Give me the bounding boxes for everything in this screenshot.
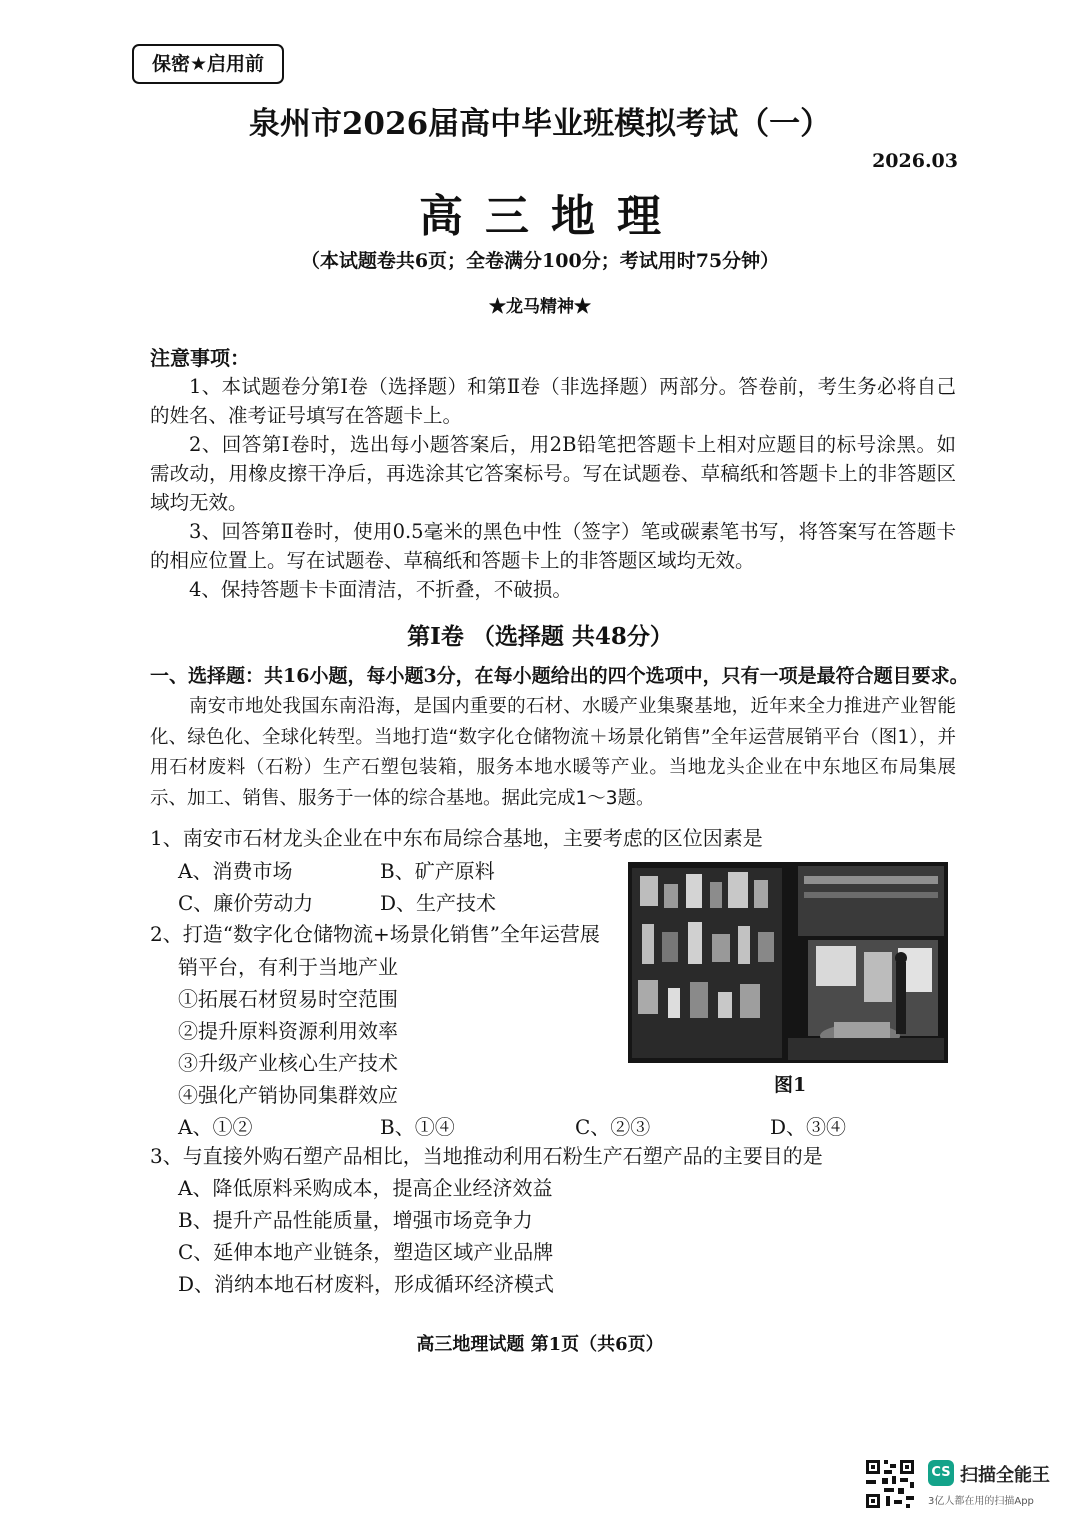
scanner-logo-icon: CS [928, 1460, 954, 1486]
question-2-stem-cont: 销平台，有利于当地产业 [178, 955, 398, 979]
instruction-text: 一、选择题：共16小题，每小题3分，在每小题给出的四个选项中，只有一项是最符合题目要求。 [150, 665, 969, 687]
question-3-stem: 3、与直接外购石塑产品相比，当地推动利用石粉生产石塑产品的主要目的是 [150, 1144, 823, 1168]
figure-1-photo [628, 862, 948, 1063]
section-instruction [150, 662, 969, 691]
scanner-tagline: 3亿人都在用的扫描App [928, 1496, 1034, 1507]
q1-option-c: C、廉价劳动力 [178, 891, 314, 915]
q1-option-a: A、消费市场 [178, 859, 293, 883]
note-item: 2、回答第Ⅰ卷时，选出每小题答案后，用2B铅笔把答题卡上相对应题目的标号涂黑。如需改动，用橡皮擦干净后，再选涂其它答案标号。写在试题卷、草稿纸和答题卡上的非答题区域均无效。 [150, 433, 956, 514]
qr-code-icon [864, 1458, 916, 1510]
q2-option-b: B、①④ [380, 1115, 455, 1139]
page-footer: 高三地理试题 第1页（共6页） [416, 1334, 664, 1355]
q2-statement: ①拓展石材贸易时空范围 [178, 987, 398, 1011]
notes-heading: 注意事项： [150, 346, 250, 370]
q2-option-d: D、③④ [770, 1115, 847, 1139]
figure-1-caption: 图1 [774, 1074, 807, 1096]
exam-info: （本试题卷共6页；全卷满分100分；考试用时75分钟） [300, 250, 780, 272]
q1-option-d: D、生产技术 [380, 891, 497, 915]
exam-date: 2026.03 [872, 150, 958, 172]
q2-statement: ②提升原料资源利用效率 [178, 1019, 398, 1043]
question-1-stem: 1、南安市石材龙头企业在中东布局综合基地，主要考虑的区位因素是 [150, 826, 763, 850]
confidential-stamp: 保密★启用前 [132, 44, 284, 84]
notes-list [150, 372, 956, 604]
section-title: 第Ⅰ卷 （选择题 共48分） [407, 623, 673, 650]
note-item: 1、本试题卷分第Ⅰ卷（选择题）和第Ⅱ卷（非选择题）两部分。答卷前，考生务必将自己的姓名、准考证号填写在答题卡上。 [150, 375, 956, 427]
q2-option-a: A、①② [178, 1115, 253, 1139]
q3-option-d: D、消纳本地石材废料，形成循环经济模式 [178, 1272, 555, 1296]
q3-option-a: A、降低原料采购成本，提高企业经济效益 [178, 1176, 553, 1200]
q3-option-c: C、延伸本地产业链条，塑造区域产业品牌 [178, 1240, 554, 1264]
subject-title: 高三地理 [419, 191, 683, 242]
q2-statement: ④强化产销协同集群效应 [178, 1083, 398, 1107]
note-item: 4、保持答题卡卡面清洁，不折叠，不破损。 [189, 578, 572, 601]
motto: ★龙马精神★ [489, 297, 591, 317]
q2-option-c: C、②③ [575, 1115, 651, 1139]
scanner-app-name: 扫描全能王 [960, 1465, 1050, 1486]
reading-passage [150, 692, 956, 814]
q3-option-b: B、提升产品性能质量，增强市场竞争力 [178, 1208, 533, 1232]
q2-statement: ③升级产业核心生产技术 [178, 1051, 398, 1075]
q1-option-b: B、矿产原料 [380, 859, 495, 883]
question-2-stem: 2、打造“数字化仓储物流+场景化销售”全年运营展 [150, 922, 600, 946]
exam-title: 泉州市2026届高中毕业班模拟考试（一） [248, 106, 832, 142]
passage-text: 南安市地处我国东南沿海，是国内重要的石材、水暖产业集聚基地，近年来全力推进产业智能化、绿色化、全球化转型。当地打造“数字化仓储物流＋场景化销售”全年运营展销平台（图1），并用石材废料（石粉）生产石塑包装箱，服务本地水暖等产业。当地龙头企业在中东地区布局集展示、加工、销售、服务于一体的综合基地。据此完成1～3题。 [150, 696, 956, 809]
note-item: 3、回答第Ⅱ卷时，使用0.5毫米的黑色中性（签字）笔或碳素笔书写，将答案写在答题卡的相应位置上。写在试题卷、草稿纸和答题卡上的非答题区域均无效。 [150, 520, 956, 572]
